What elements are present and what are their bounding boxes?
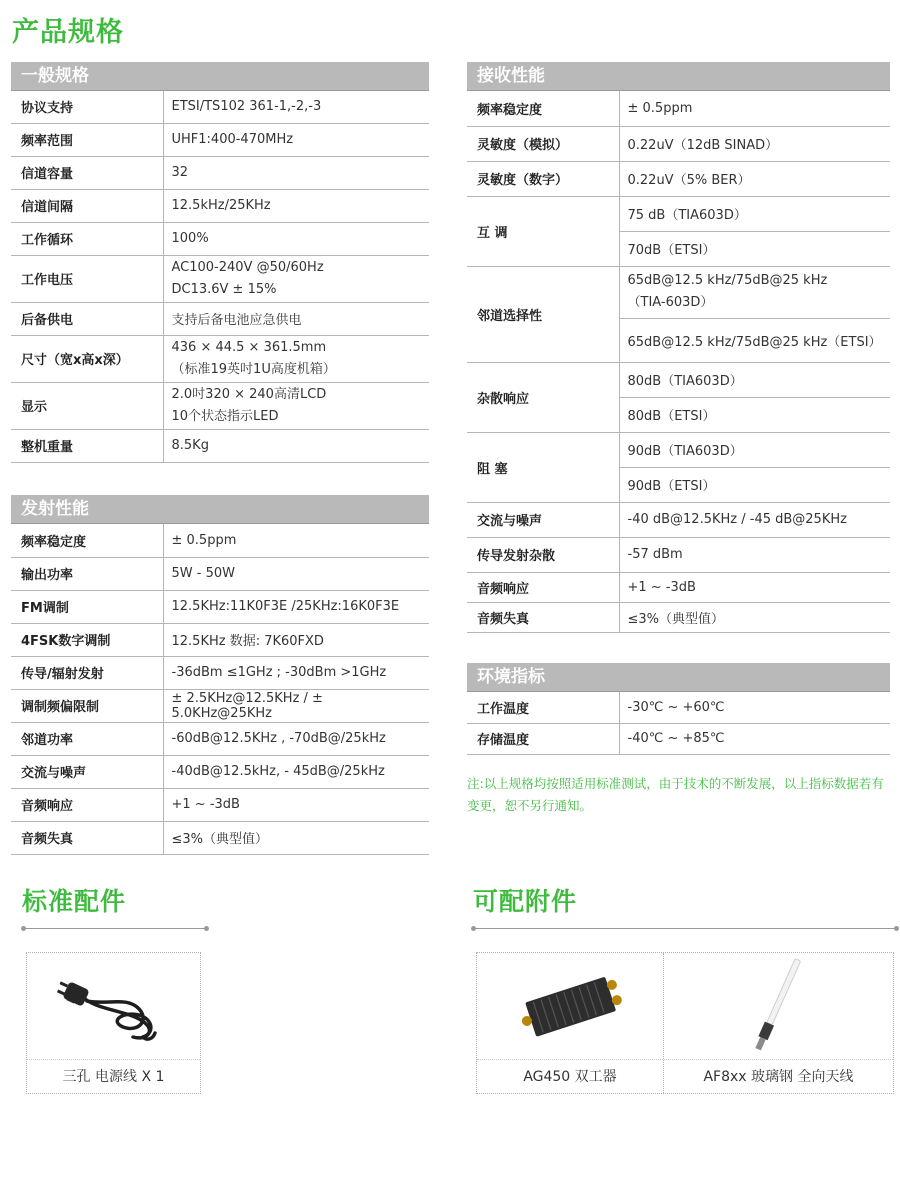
spec-row (467, 537, 890, 572)
spec-value-line: 70dB（ETSI） (627, 243, 716, 258)
general-spec-header: 一般规格 (11, 62, 429, 91)
power-cord-image (27, 953, 200, 1060)
spec-value (619, 91, 890, 126)
general-spec-block (11, 62, 429, 463)
standard-accessories-title: 标准配件 (22, 887, 127, 916)
spec-label: 灵敏度（数字） (467, 161, 619, 196)
spec-value-line: 0.22uV（12dB SINAD） (627, 138, 779, 153)
spec-row (467, 161, 890, 196)
spec-value (163, 123, 429, 156)
spec-row (11, 722, 429, 755)
spec-row (467, 91, 890, 126)
spec-label: 音频响应 (467, 572, 619, 602)
spec-value (163, 156, 429, 189)
spec-label: 频率稳定度 (11, 524, 163, 557)
receive-spec-table (467, 91, 890, 633)
environment-spec-table (467, 692, 890, 755)
spec-value (619, 502, 890, 537)
transmit-spec-block (11, 495, 429, 855)
spec-value-line: （标准19英吋1U高度机箱） (171, 361, 336, 377)
spec-value-line: 80dB（TIA603D） (627, 374, 743, 389)
spec-value-line: -40℃ ~ +85℃ (627, 731, 725, 746)
spec-value-line: 10个状态指示LED (171, 408, 279, 424)
spec-value (619, 432, 890, 467)
spec-value (619, 692, 890, 723)
spec-value-line: -60dB@12.5KHz , -70dB@/25kHz (171, 731, 386, 746)
spec-label: 杂散响应 (467, 362, 619, 432)
spec-value-line: 436 × 44.5 × 361.5mm (171, 339, 327, 355)
spec-value-line: -40 dB@12.5KHz / -45 dB@25KHz (627, 512, 847, 527)
spec-value-line: ETSI/TS102 361-1,-2,-3 (171, 99, 322, 115)
spec-value-line: AC100-240V @50/60Hz (171, 259, 324, 275)
spec-label: 互 调 (467, 196, 619, 266)
spec-value-line: +1 ~ -3dB (171, 797, 240, 812)
spec-label: 存储温度 (467, 723, 619, 754)
spec-value (619, 266, 890, 318)
optional-accessories-divider (474, 928, 896, 929)
spec-value-line: -57 dBm (627, 547, 683, 562)
spec-label: 后备供电 (11, 302, 163, 335)
spec-row (11, 821, 429, 854)
spec-value-line: ≤3%（典型值） (627, 611, 725, 627)
spec-value (619, 602, 890, 632)
spec-row (11, 429, 429, 462)
spec-row (11, 335, 429, 382)
spec-value-line: 90dB（ETSI） (627, 479, 716, 494)
spec-row (467, 126, 890, 161)
spec-value-line: 80dB（ETSI） (627, 409, 716, 424)
spec-value (163, 382, 429, 429)
spec-value-line: 12.5kHz/25KHz (171, 198, 271, 213)
spec-value-line: 5W - 50W (171, 566, 235, 581)
spec-row (467, 266, 890, 318)
spec-value (163, 255, 429, 302)
spec-value (163, 429, 429, 462)
spec-row (11, 590, 429, 623)
optional-accessories-title: 可配附件 (473, 887, 578, 916)
antenna-image (664, 953, 893, 1060)
spec-value (163, 91, 429, 123)
spec-label: 频率范围 (11, 123, 163, 156)
spec-label: 传导发射杂散 (467, 537, 619, 572)
spec-value-line: 32 (171, 165, 189, 180)
spec-label: 传导/辐射发射 (11, 656, 163, 689)
spec-label: 阻 塞 (467, 432, 619, 502)
spec-label: FM调制 (11, 590, 163, 623)
spec-row (11, 656, 429, 689)
spec-value (619, 362, 890, 397)
spec-value-line: 100% (171, 231, 209, 246)
spec-value-line: UHF1:400-470MHz (171, 132, 294, 147)
spec-value-line: -40dB@12.5kHz, - 45dB@/25kHz (171, 764, 385, 779)
spec-value-line: 65dB@12.5 kHz/75dB@25 kHz（ETSI） (627, 334, 882, 350)
spec-value-line: 75 dB（TIA603D） (627, 208, 747, 223)
spec-value-line: 2.0吋320 × 240高清LCD (171, 386, 327, 402)
spec-value-line: +1 ~ -3dB (627, 579, 696, 595)
spec-value (619, 161, 890, 196)
spec-row (11, 91, 429, 123)
spec-row (11, 788, 429, 821)
spec-label: 4FSK数字调制 (11, 623, 163, 656)
accessory-card (27, 953, 200, 1093)
spec-value-line: 8.5Kg (171, 438, 209, 453)
spec-label: 音频失真 (11, 821, 163, 854)
spec-value (163, 722, 429, 755)
spec-value-line: ± 0.5ppm (171, 532, 237, 548)
optional-accessories-panel (476, 952, 894, 1094)
spec-value (163, 189, 429, 222)
spec-label: 频率稳定度 (467, 91, 619, 126)
spec-label: 邻道选择性 (467, 266, 619, 362)
spec-row (11, 156, 429, 189)
spec-row (11, 255, 429, 302)
spec-label: 工作温度 (467, 692, 619, 723)
spec-row (467, 432, 890, 467)
spec-label: 输出功率 (11, 557, 163, 590)
spec-row (467, 692, 890, 723)
spec-value-line: 0.22uV（5% BER） (627, 173, 751, 188)
spec-label: 音频响应 (11, 788, 163, 821)
standard-accessories-divider (24, 928, 206, 929)
spec-label: 调制频偏限制 (11, 689, 163, 722)
spec-value (163, 788, 429, 821)
spec-label: 交流与噪声 (11, 755, 163, 788)
spec-value (163, 557, 429, 590)
spec-value-line: （TIA-603D） (627, 295, 714, 310)
spec-value (163, 302, 429, 335)
spec-row (11, 689, 429, 722)
spec-row (11, 755, 429, 788)
spec-row (11, 123, 429, 156)
spec-value-line: 65dB@12.5 kHz/75dB@25 kHz (627, 273, 828, 288)
spec-row (11, 382, 429, 429)
spec-value (163, 623, 429, 656)
spec-row (11, 302, 429, 335)
receive-spec-header: 接收性能 (467, 62, 890, 91)
spec-value (163, 821, 429, 854)
spec-label: 工作循环 (11, 222, 163, 255)
spec-label: 整机重量 (11, 429, 163, 462)
spec-row (11, 623, 429, 656)
spec-value-line: ± 2.5KHz@12.5KHz / ± 5.0KHz@25KHz (171, 690, 323, 721)
spec-row (11, 189, 429, 222)
spec-value (163, 656, 429, 689)
spec-value (163, 335, 429, 382)
spec-row (467, 723, 890, 754)
spec-row (467, 362, 890, 397)
spec-value-line: 90dB（TIA603D） (627, 444, 743, 459)
spec-value-line: DC13.6V ± 15% (171, 281, 277, 297)
accessory-card (663, 953, 893, 1093)
spec-value (163, 689, 429, 722)
spec-value (619, 126, 890, 161)
spec-row (467, 572, 890, 602)
spec-row (11, 557, 429, 590)
spec-label: 灵敏度（模拟） (467, 126, 619, 161)
environment-spec-header: 环境指标 (467, 663, 890, 692)
spec-value (619, 723, 890, 754)
spec-value-line: ≤3%（典型值） (171, 832, 269, 847)
accessory-label: 三孔 电源线 X 1 (62, 1069, 165, 1085)
spec-value (619, 318, 890, 362)
spec-label: 邻道功率 (11, 722, 163, 755)
spec-label: 交流与噪声 (467, 502, 619, 537)
spec-label: 尺寸（宽x高x深） (11, 335, 163, 382)
spec-value (619, 537, 890, 572)
duplexer-image (477, 953, 663, 1060)
spec-label: 信道容量 (11, 156, 163, 189)
accessory-label: AF8xx 玻璃钢 全向天线 (703, 1069, 854, 1085)
standard-accessories-panel (26, 952, 201, 1094)
spec-value-line: -30℃ ~ +60℃ (627, 699, 725, 715)
spec-row (467, 502, 890, 537)
accessory-label: AG450 双工器 (523, 1069, 617, 1085)
environment-spec-block (467, 663, 890, 755)
spec-value (619, 572, 890, 602)
receive-spec-block (467, 62, 890, 633)
spec-label: 协议支持 (11, 91, 163, 123)
spec-value (163, 755, 429, 788)
spec-label: 显示 (11, 382, 163, 429)
spec-value (163, 590, 429, 623)
spec-value-line: -36dBm ≤1GHz ; -30dBm >1GHz (171, 665, 387, 680)
disclaimer-note: 注:以上规格均按照适用标准测试，由于技术的不断发展，以上指标数据若有变更，恕不另行通知。 (467, 776, 884, 813)
spec-value-line: 12.5KHz:11K0F3E /25KHz:16K0F3E (171, 599, 400, 614)
spec-value-line: ± 0.5ppm (627, 100, 693, 116)
spec-row (467, 602, 890, 632)
spec-value (163, 222, 429, 255)
page-title: 产品规格 (12, 17, 124, 48)
spec-value (619, 467, 890, 502)
spec-row (467, 196, 890, 231)
transmit-spec-table (11, 524, 429, 855)
spec-value (163, 524, 429, 557)
spec-value (619, 397, 890, 432)
spec-value (619, 231, 890, 266)
general-spec-table (11, 91, 429, 463)
spec-label: 信道间隔 (11, 189, 163, 222)
spec-value (619, 196, 890, 231)
spec-label: 音频失真 (467, 602, 619, 632)
spec-row (11, 222, 429, 255)
spec-label: 工作电压 (11, 255, 163, 302)
spec-value-line: 支持后备电池应急供电 (171, 313, 302, 328)
spec-row (11, 524, 429, 557)
spec-value-line: 12.5KHz 数据: 7K60FXD (171, 634, 324, 649)
accessory-card (477, 953, 663, 1093)
transmit-spec-header: 发射性能 (11, 495, 429, 524)
